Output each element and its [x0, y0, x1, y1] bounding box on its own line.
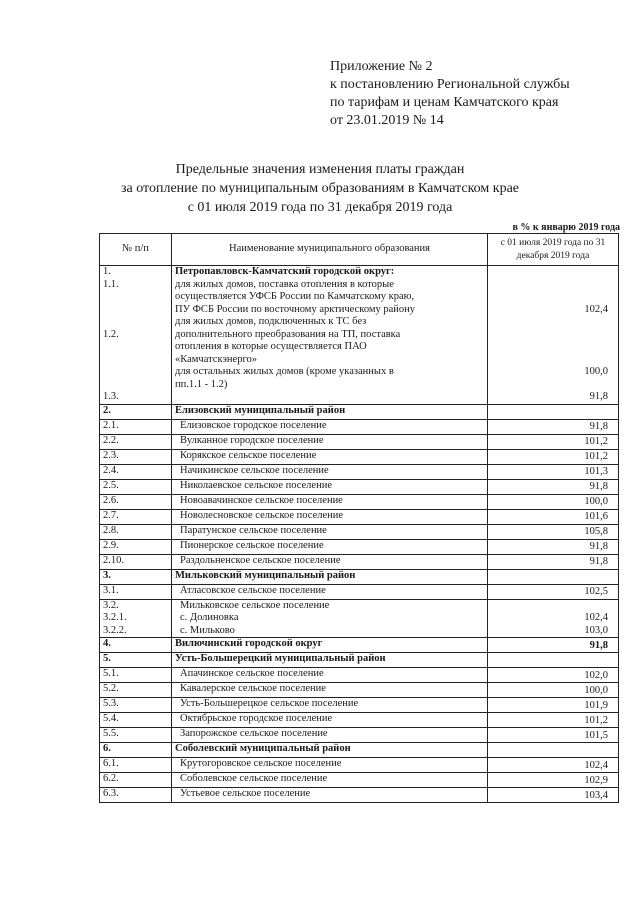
- table-row: [100, 698, 619, 713]
- row-num: 2.9.: [100, 539, 172, 554]
- row-num: 2.1.: [100, 419, 172, 434]
- row-value: 100,0: [488, 683, 619, 698]
- row-value: 101,2: [488, 434, 619, 449]
- row-num: 5.3.: [100, 698, 172, 713]
- first-block-line: осуществляется УФСБ России по Камчатскому краю,: [175, 291, 415, 302]
- row-name: Атласовское сельское поселение: [172, 584, 488, 599]
- table-row: [100, 668, 619, 683]
- row-value: 101,6: [488, 509, 619, 524]
- table-row: [100, 449, 619, 464]
- row-value: 101,5: [488, 728, 619, 743]
- row-value: 105,8: [488, 524, 619, 539]
- row-name: Кавалерское сельское поселение: [172, 683, 488, 698]
- row-value: 91,8: [488, 638, 619, 653]
- table-row-first-block: [100, 266, 619, 405]
- appendix-line-3: по тарифам и ценам Камчатского края: [330, 95, 559, 110]
- table-row: [100, 569, 619, 584]
- row-value: 103,4: [488, 788, 619, 803]
- tariff-table: [99, 233, 619, 803]
- row-name: Мильковское сельское поселение с. Долиновка с. Мильково: [172, 599, 488, 638]
- appendix-line-1: Приложение № 2: [330, 59, 433, 74]
- row-value: 101,3: [488, 464, 619, 479]
- row-num: 5.: [100, 653, 172, 668]
- row-name: Апачинское сельское поселение: [172, 668, 488, 683]
- row-num: 2.10.: [100, 554, 172, 569]
- appendix-line-2: к постановлению Региональной службы: [330, 77, 570, 92]
- row-value: 102,5: [488, 584, 619, 599]
- row-value: 100,0: [488, 494, 619, 509]
- row-name: Новоавачинское сельское поселение: [172, 494, 488, 509]
- row-num: 2.3.: [100, 449, 172, 464]
- table-row: [100, 653, 619, 668]
- row-name: Корякское сельское поселение: [172, 449, 488, 464]
- appendix-line-4: от 23.01.2019 № 14: [330, 113, 444, 128]
- row-num: 2.7.: [100, 509, 172, 524]
- row-value: [488, 653, 619, 668]
- row-value: 102,4 103,0: [488, 599, 619, 638]
- first-block-line: дополнительного преобразования на ТП, поставка: [175, 328, 401, 340]
- table-body: [100, 266, 619, 803]
- first-block-line: отопления в которые осуществляется ПАО: [175, 341, 367, 352]
- first-block-line: для остальных жилых домов (кроме указанных в: [175, 366, 394, 377]
- row-num: 5.1.: [100, 668, 172, 683]
- row-name: Усть-Большерецкое сельское поселение: [172, 698, 488, 713]
- row-value: 101,2: [488, 449, 619, 464]
- table-row: [100, 554, 619, 569]
- document-title: [100, 160, 540, 217]
- first-block-values: 102,4 100,0 91,8: [488, 266, 619, 405]
- row-num: 6.2.: [100, 773, 172, 788]
- unit-note: в % к январю 2019 года: [512, 222, 620, 233]
- table-row: [100, 524, 619, 539]
- row-value: [488, 404, 619, 419]
- row-value: 91,8: [488, 419, 619, 434]
- row-value: 91,8: [488, 539, 619, 554]
- table-row: [100, 758, 619, 773]
- first-block-line: ПУ ФСБ России по восточному арктическому району: [175, 303, 416, 315]
- table-row: [100, 404, 619, 419]
- row-value: [488, 569, 619, 584]
- header-num: № п/п: [100, 234, 172, 266]
- row-num: 5.5.: [100, 728, 172, 743]
- row-name: Усть-Большерецкий муниципальный район: [172, 653, 488, 668]
- first-block-name: [172, 266, 488, 405]
- row-name: Вулканное городское поселение: [172, 434, 488, 449]
- title-line-3: с 01 июля 2019 года по 31 декабря 2019 года: [187, 200, 453, 215]
- row-num: 6.3.: [100, 788, 172, 803]
- table-row: [100, 713, 619, 728]
- row-num: 2.8.: [100, 524, 172, 539]
- row-num: 2.2.: [100, 434, 172, 449]
- row-name: Октябрьское городское поселение: [172, 713, 488, 728]
- table-row: [100, 584, 619, 599]
- row-num: 5.2.: [100, 683, 172, 698]
- row-num: 3.1.: [100, 584, 172, 599]
- appendix-header: [330, 58, 630, 130]
- table-row: [100, 773, 619, 788]
- row-num: 2.: [100, 404, 172, 419]
- row-num: 2.6.: [100, 494, 172, 509]
- row-num: 3.2. 3.2.1. 3.2.2.: [100, 599, 172, 638]
- row-num: 4.: [100, 638, 172, 653]
- row-name: Новолесновское сельское поселение: [172, 509, 488, 524]
- row-num: 2.5.: [100, 479, 172, 494]
- first-block-line: для жилых домов, подключенных к ТС без: [175, 316, 367, 327]
- table-row: [100, 539, 619, 554]
- first-block-title: Петропавловск-Камчатский городской округ:: [175, 266, 395, 277]
- row-num: 6.: [100, 743, 172, 758]
- row-name: Николаевское сельское поселение: [172, 479, 488, 494]
- table-row: [100, 434, 619, 449]
- row-name: Раздольненское сельское поселение: [172, 554, 488, 569]
- row-num: 3.: [100, 569, 172, 584]
- header-name: Наименование муниципального образования: [172, 234, 488, 266]
- row-name: Соболевский муниципальный район: [172, 743, 488, 758]
- row-name: Паратунское сельское поселение: [172, 524, 488, 539]
- table-row: [100, 683, 619, 698]
- row-name: Елизовское городское поселение: [172, 419, 488, 434]
- row-value: 102,9: [488, 773, 619, 788]
- table-row: [100, 599, 619, 638]
- first-block-num: 1. 1.1. 1.2. 1.3.: [100, 266, 172, 405]
- row-name: Пионерское сельское поселение: [172, 539, 488, 554]
- row-value: 91,8: [488, 479, 619, 494]
- table-row: [100, 464, 619, 479]
- table-header-row: [100, 234, 619, 266]
- row-name: Мильковский муниципальный район: [172, 569, 488, 584]
- table-row: [100, 743, 619, 758]
- row-name: Устьевое сельское поселение: [172, 788, 488, 803]
- table-row: [100, 479, 619, 494]
- table-row: [100, 788, 619, 803]
- row-name: Вилючинский городской округ: [172, 638, 488, 653]
- row-num: 2.4.: [100, 464, 172, 479]
- row-value: 101,2: [488, 713, 619, 728]
- row-value: 101,9: [488, 698, 619, 713]
- first-block-line: для жилых домов, поставка отопления в которые: [175, 278, 394, 290]
- row-value: 102,0: [488, 668, 619, 683]
- header-period: с 01 июля 2019 года по 31 декабря 2019 года: [488, 234, 619, 266]
- row-value: 102,4: [488, 758, 619, 773]
- row-name: Соболевское сельское поселение: [172, 773, 488, 788]
- table-row: [100, 509, 619, 524]
- row-value: [488, 743, 619, 758]
- row-value: 91,8: [488, 554, 619, 569]
- row-name: Запорожское сельское поселение: [172, 728, 488, 743]
- title-line-1: Предельные значения изменения платы граждан: [175, 162, 465, 177]
- row-num: 6.1.: [100, 758, 172, 773]
- table-row: [100, 494, 619, 509]
- row-num: 5.4.: [100, 713, 172, 728]
- first-block-line: пп.1.1 - 1.2): [175, 378, 228, 390]
- first-block-line: «Камчатскэнерго»: [175, 353, 258, 365]
- row-name: Крутогоровское сельское поселение: [172, 758, 488, 773]
- table-row: [100, 419, 619, 434]
- row-name: Елизовский муниципальный район: [172, 404, 488, 419]
- title-line-2: за отопление по муниципальным образованиям в Камчатском крае: [120, 181, 519, 196]
- table-row: [100, 638, 619, 653]
- row-name: Начикинское сельское поселение: [172, 464, 488, 479]
- table-row: [100, 728, 619, 743]
